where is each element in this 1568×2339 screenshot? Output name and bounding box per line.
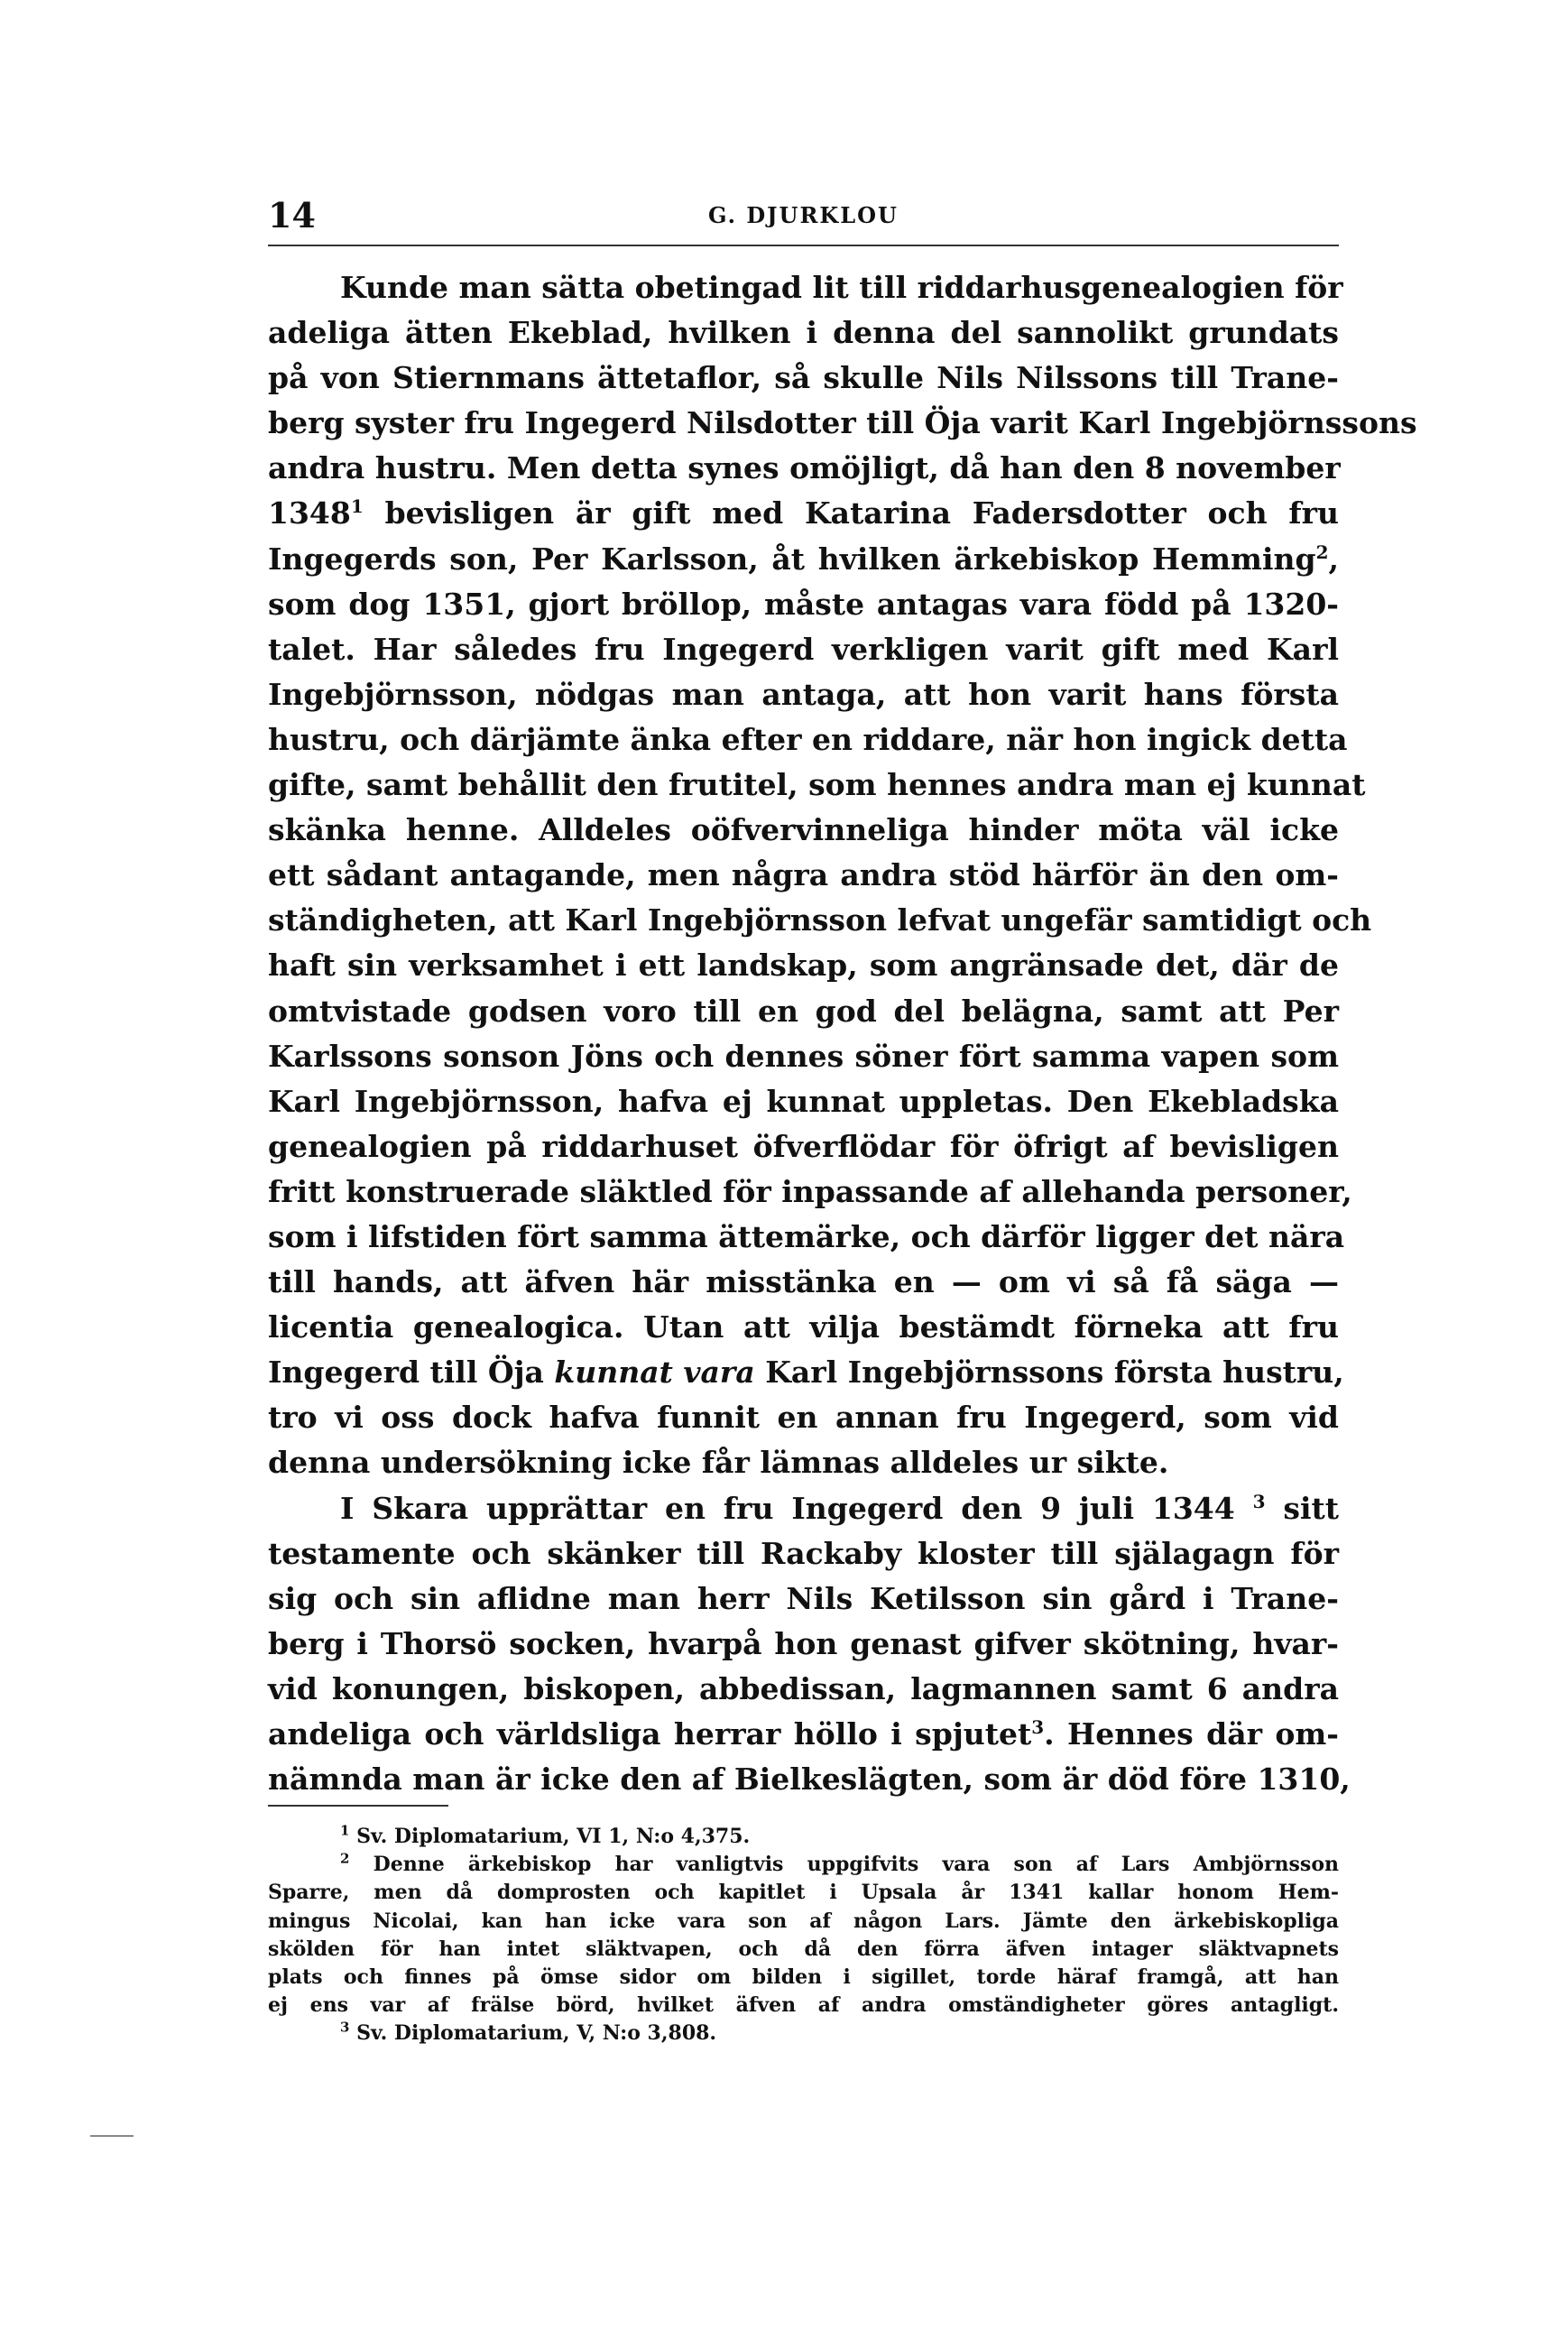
body-text xyxy=(268,265,1417,1802)
text-line: gifte, samt behållit den frutitel, som hennes andra man ej kunnat xyxy=(268,767,1366,803)
text-line: på von Stiernmans ättetaflor, så skulle Nils Nilssons till Trane- xyxy=(268,360,1339,396)
header-rule xyxy=(268,245,1339,246)
text-line: testamente och skänker till Rackaby kloster till själagagn för xyxy=(268,1535,1339,1571)
text-line: tro vi oss dock hafva funnit en annan fru Ingegerd, som vid xyxy=(268,1400,1339,1436)
text-line: som dog 1351, gjort bröllop, måste antagas vara född på 1320- xyxy=(268,586,1339,622)
footnote-line: Sparre, men då domprosten och kapitlet i Upsala år 1341 kallar honom Hem- xyxy=(268,1881,1339,1905)
text-line: fritt konstruerade släktled för inpassande af allehanda personer, xyxy=(268,1173,1352,1209)
text-line: skänka henne. Alldeles oöfvervinneliga hinder möta väl icke xyxy=(268,812,1339,848)
text-line: andra hustru. Men detta synes omöjligt, då han den 8 november xyxy=(268,450,1341,486)
footnote-line: plats och finnes på ömse sidor om bilden i sigillet, torde häraf framgå, att han xyxy=(268,1965,1339,1989)
footnote-mark: 1 xyxy=(340,1822,350,1839)
footnote: $^2$ Denne ärkebiskop har vanligtvis uppgifvits vara son af Lars Ambjörnsson xyxy=(340,1850,1339,1877)
text-line: ett sådant antagande, men några andra stöd härför än den om- xyxy=(268,857,1339,893)
margin-mark xyxy=(90,2135,134,2137)
italic-emphasis: kunnat vara xyxy=(554,1354,755,1391)
text-line: Karlssons sonson Jöns och dennes söner fört samma vapen som xyxy=(268,1038,1339,1074)
text-line: omtvistade godsen voro till en god del belägna, samt att Per xyxy=(268,993,1339,1029)
text-line: talet. Har således fru Ingegerd verkligen varit gift med Karl xyxy=(268,631,1339,667)
note-reference: 3 xyxy=(1252,1490,1266,1512)
footnote: $^3$ Sv. Diplomatarium, V, N:o 3,808. xyxy=(340,2019,717,2046)
text-line: 1348$^1$ bevisligen är gift med Katarina Fadersdotter och fru xyxy=(268,495,1340,532)
text-line: denna undersökning icke får lämnas alldeles ur sikte. xyxy=(268,1445,1169,1481)
footnote-rule xyxy=(268,1805,448,1807)
footnote-mark: 2 xyxy=(340,1850,350,1867)
page-number: 14 xyxy=(268,195,316,236)
note-reference: 3 xyxy=(1031,1716,1045,1738)
note-reference: 1 xyxy=(350,495,364,518)
note-reference: 2 xyxy=(1315,541,1329,563)
text-line: licentia genealogica. Utan att vilja bestämdt förneka att fru xyxy=(268,1309,1339,1345)
text-line: berg syster fru Ingegerd Nilsdotter till Öja varit Karl Ingebjörnssons xyxy=(268,405,1417,441)
footnote-mark: 3 xyxy=(340,2019,350,2036)
text-line: berg i Thorsö socken, hvarpå hon genast gifver skötning, hvar- xyxy=(268,1625,1339,1661)
text-line: I Skara upprättar en fru Ingegerd den 9 juli 1344 $^3$ sitt xyxy=(340,1490,1339,1526)
footnote-line: ej ens var af frälse börd, hvilket äfven af andra omständigheter göres antagligt. xyxy=(268,1993,1339,2018)
text-line: nämnda man är icke den af Bielkeslägten, som är död före 1310, xyxy=(268,1761,1351,1798)
text-line: Kunde man sätta obetingad lit till riddarhusgenealogien för xyxy=(340,270,1343,305)
footnote: $^1$ Sv. Diplomatarium, VI 1, N:o 4,375. xyxy=(340,1822,751,1848)
footnote-line: mingus Nicolai, kan han icke vara son af någon Lars. Jämte den ärkebiskopliga xyxy=(268,1909,1339,1933)
page-header xyxy=(268,191,1339,240)
text-line: Karl Ingebjörnsson, hafva ej kunnat uppletas. Den Ekebladska xyxy=(268,1083,1339,1119)
text-line: Ingebjörnsson, nödgas man antaga, att hon varit hans första xyxy=(268,676,1339,712)
text-line: andeliga och världsliga herrar höllo i spjutet$^3$. Hennes där om- xyxy=(268,1716,1339,1752)
text-line: Ingegerd till Öja kunnat vara Karl Ingebjörnssons första hustru, xyxy=(268,1354,1344,1391)
text-line: vid konungen, biskopen, abbedissan, lagmannen samt 6 andra xyxy=(268,1670,1339,1706)
text-line: haft sin verksamhet i ett landskap, som angränsade det, där de xyxy=(268,948,1339,984)
text-line: sig och sin aflidne man herr Nils Ketilsson sin gård i Trane- xyxy=(268,1580,1339,1616)
running-head: G. DJURKLOU xyxy=(708,202,899,228)
text-line: ständigheten, att Karl Ingebjörnsson lefvat ungefär samtidigt och xyxy=(268,902,1372,938)
text-line: Ingegerds son, Per Karlsson, åt hvilken ärkebiskop Hemming$^2$, xyxy=(268,541,1339,577)
text-line: adeliga ätten Ekeblad, hvilken i denna del sannolikt grundats xyxy=(268,315,1339,351)
footnotes xyxy=(268,1823,1339,2048)
text-line: hustru, och därjämte änka efter en riddare, när hon ingick detta xyxy=(268,721,1348,757)
footnote-line: skölden för han intet släktvapen, och då den förra äfven intager släktvapnets xyxy=(268,1937,1339,1961)
text-line: som i lifstiden fört samma ättemärke, och därför ligger det nära xyxy=(268,1218,1345,1254)
text-line: genealogien på riddarhuset öfverflödar för öfrigt af bevisligen xyxy=(268,1128,1339,1164)
text-line: till hands, att äfven här misstänka en — om vi så få säga — xyxy=(268,1264,1339,1300)
